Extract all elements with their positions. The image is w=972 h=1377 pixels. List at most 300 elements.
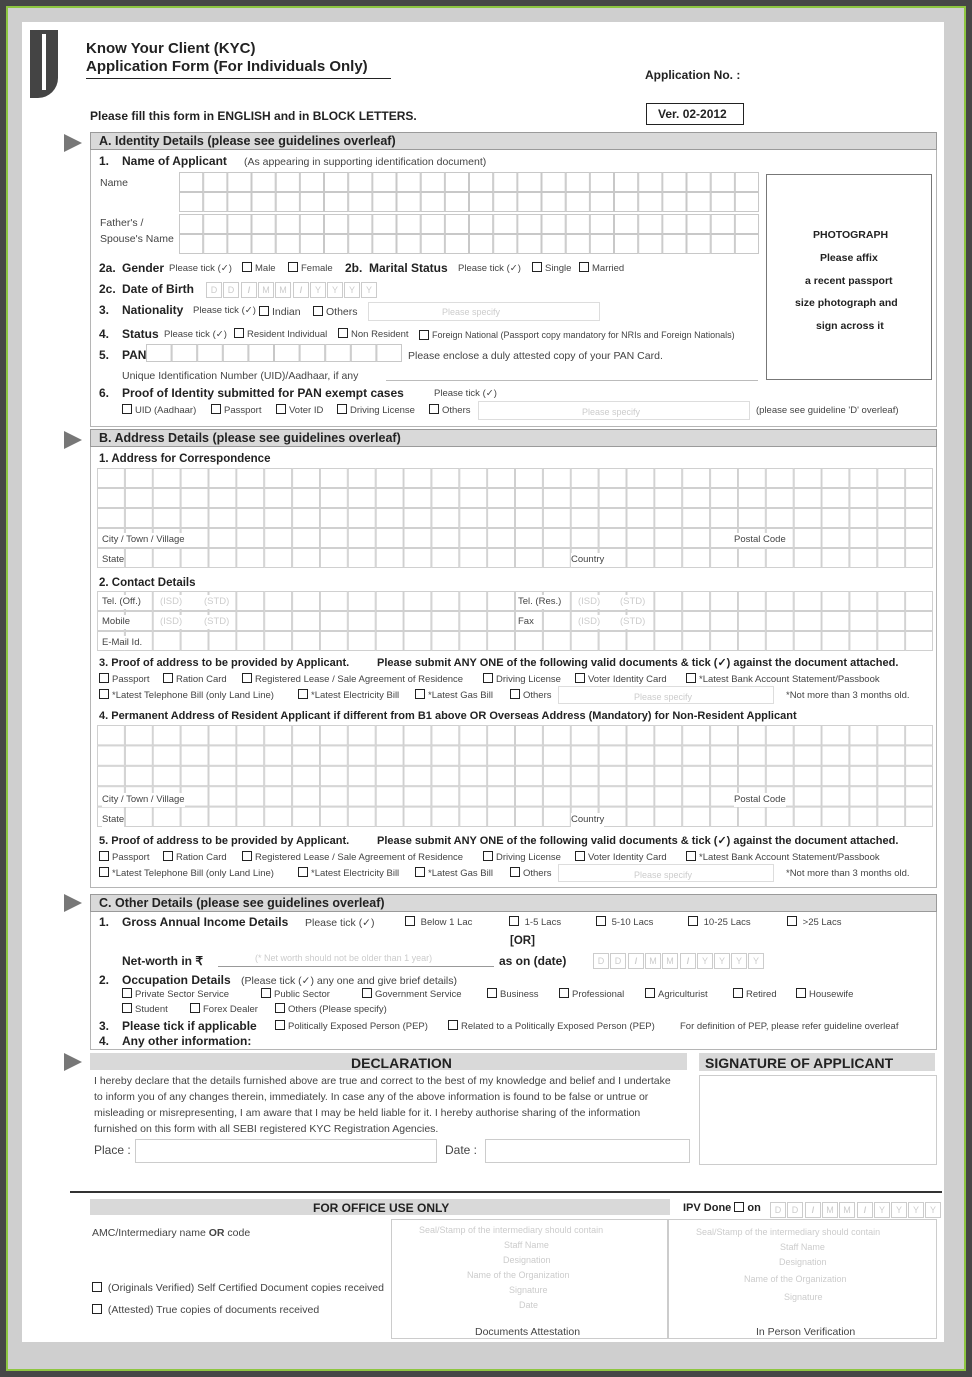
occ-public-checkbox[interactable] — [261, 988, 271, 998]
grid-cell — [571, 746, 598, 765]
grid-cell — [293, 746, 320, 765]
declaration-date-field[interactable] — [485, 1139, 690, 1163]
proof5-ration-label: Ration Card — [176, 852, 227, 863]
proof3-ration[interactable] — [163, 673, 227, 687]
nationality-label: Nationality — [122, 303, 184, 317]
grid-cell — [738, 746, 765, 765]
place-field[interactable] — [135, 1139, 437, 1163]
occ-business-checkbox[interactable] — [487, 988, 497, 998]
pep-option-1[interactable] — [275, 1020, 428, 1034]
grid-cell — [237, 632, 264, 651]
photo-line1: PHOTOGRAPH — [813, 229, 889, 241]
grid-cell — [348, 612, 375, 631]
foreign-checkbox[interactable] — [419, 330, 429, 340]
proof-voterid[interactable] — [276, 404, 323, 418]
ipv-label[interactable] — [683, 1201, 761, 1215]
originals-label: (Originals Verified) Self Certified Document copies received — [107, 1282, 384, 1294]
grid-cell — [878, 807, 905, 826]
grid-cell — [181, 807, 208, 826]
proof3-driving[interactable] — [483, 673, 561, 687]
income-number: 1. — [99, 915, 110, 929]
grid-cell — [293, 612, 320, 631]
grid-cell — [445, 215, 468, 234]
proof5-lease[interactable] — [242, 851, 463, 865]
grid-cell — [432, 807, 459, 826]
grid-cell — [738, 766, 765, 785]
section-b-header — [90, 429, 937, 447]
occ-govt[interactable] — [362, 988, 462, 1002]
grid-cell — [460, 529, 487, 548]
occ-agri-checkbox[interactable] — [645, 988, 655, 998]
income-1-5-checkbox[interactable] — [509, 916, 519, 926]
driving-id-checkbox[interactable] — [337, 404, 347, 414]
proof5-electricity-label: *Latest Electricity Bill — [311, 868, 400, 879]
proof3-lease[interactable] — [242, 673, 463, 687]
grid-cell — [488, 807, 515, 826]
marital-hint: Please tick (✓) — [458, 263, 521, 274]
grid-cell — [571, 632, 598, 651]
proof5-bank-checkbox[interactable] — [686, 851, 696, 861]
grid-cell — [325, 193, 348, 212]
proof3-electricity[interactable] — [298, 689, 399, 703]
grid-cell — [376, 726, 403, 745]
grid-cell — [822, 632, 849, 651]
occ-private-checkbox[interactable] — [122, 988, 132, 998]
address-grid-lines — [97, 468, 933, 568]
grid-cell — [850, 592, 877, 611]
proof5-voter-checkbox[interactable] — [575, 851, 585, 861]
occ-private[interactable] — [122, 988, 229, 1002]
income-5-10-checkbox[interactable] — [596, 916, 606, 926]
married-checkbox[interactable] — [579, 262, 589, 272]
occ-forex[interactable] — [190, 1003, 258, 1017]
grid-cell — [404, 529, 431, 548]
proof5-electricity[interactable] — [298, 867, 399, 881]
occ-student-label: Student — [135, 1004, 168, 1015]
occ-others[interactable] — [275, 1003, 387, 1017]
proof3-ration-checkbox[interactable] — [163, 673, 173, 683]
grid-cell — [494, 215, 517, 234]
grid-cell — [276, 235, 299, 254]
occ-student-checkbox[interactable] — [122, 1003, 132, 1013]
income-1-5[interactable] — [509, 916, 561, 930]
income-below1[interactable] — [405, 916, 472, 930]
grid-cell — [655, 469, 682, 488]
dob-slash-1: / — [241, 282, 257, 298]
grid-cell — [252, 235, 275, 254]
grid-cell — [655, 549, 682, 568]
occ-professional-label: Professional — [572, 989, 625, 1000]
income-10-25[interactable] — [688, 916, 751, 930]
marital-single[interactable] — [532, 262, 571, 276]
grid-cell — [204, 173, 227, 192]
dob-y4: Y — [361, 282, 377, 298]
male-checkbox[interactable] — [242, 262, 252, 272]
originals-verified[interactable] — [92, 1281, 384, 1295]
grid-cell — [683, 509, 710, 528]
grid-cell — [590, 173, 613, 192]
grid-cell — [348, 509, 375, 528]
attested-copies[interactable] — [92, 1303, 319, 1317]
grid-cell — [445, 173, 468, 192]
networth-date-field[interactable] — [593, 951, 765, 967]
proof3-electricity-checkbox[interactable] — [298, 689, 308, 699]
grid-cell — [711, 235, 734, 254]
grid-cell — [460, 766, 487, 785]
section-b-arrow-icon — [64, 431, 82, 449]
grid-cell — [683, 726, 710, 745]
proof5-driving[interactable] — [483, 851, 561, 865]
grid-cell — [878, 612, 905, 631]
grid-cell — [906, 529, 933, 548]
proof5-bank[interactable] — [686, 851, 880, 865]
grid-cell — [470, 173, 493, 192]
grid-cell — [325, 215, 348, 234]
occ-public[interactable] — [261, 988, 330, 1002]
grid-cell — [822, 549, 849, 568]
grid-cell — [738, 549, 765, 568]
proof3-gas[interactable] — [415, 689, 493, 703]
grid-cell — [348, 807, 375, 826]
mobile-label: Mobile — [102, 616, 130, 627]
proof3-tel[interactable] — [99, 689, 274, 703]
grid-cell — [850, 509, 877, 528]
occ-housewife-checkbox[interactable] — [796, 988, 806, 998]
proof3-voter-checkbox[interactable] — [575, 673, 585, 683]
grid-cell — [516, 632, 543, 651]
single-checkbox[interactable] — [532, 262, 542, 272]
occ-professional-checkbox[interactable] — [559, 988, 569, 998]
others-id-checkbox[interactable] — [429, 404, 439, 414]
voterid-label: Voter ID — [289, 405, 324, 416]
grid-cell — [766, 612, 793, 631]
pan-field[interactable] — [146, 344, 402, 362]
uid-checkbox[interactable] — [122, 404, 132, 414]
amc-or: OR — [208, 1227, 225, 1239]
grid-cell — [348, 632, 375, 651]
grid-cell — [850, 726, 877, 745]
proof3-gas-checkbox[interactable] — [415, 689, 425, 699]
proof5-passport-label: Passport — [112, 852, 150, 863]
occ-housewife[interactable] — [796, 988, 853, 1002]
address-title: 1. Address for Correspondence — [99, 453, 271, 465]
nonresident-checkbox[interactable] — [338, 328, 348, 338]
related-pep-checkbox[interactable] — [448, 1020, 458, 1030]
grid-cell — [237, 489, 264, 508]
amc-label — [92, 1226, 250, 1240]
pep-number: 3. — [99, 1019, 110, 1033]
income-5-10[interactable] — [596, 916, 653, 930]
proof-uid[interactable] — [122, 404, 196, 418]
proof-passport[interactable] — [211, 404, 262, 418]
grid-cell — [850, 469, 877, 488]
grid-cell — [822, 489, 849, 508]
income-25plus-checkbox[interactable] — [787, 916, 797, 926]
proof5-passport[interactable] — [99, 851, 150, 865]
proof3-voter[interactable] — [575, 673, 667, 687]
grid-cell — [432, 549, 459, 568]
grid-cell — [460, 746, 487, 765]
grid-cell — [543, 529, 570, 548]
grid-cell — [404, 807, 431, 826]
proof5-others-checkbox[interactable] — [510, 867, 520, 877]
grid-cell — [599, 726, 626, 745]
dob-y1: Y — [310, 282, 326, 298]
attested-checkbox[interactable] — [92, 1304, 102, 1314]
grid-cell — [325, 173, 348, 192]
proof5-others-label: Others — [523, 868, 552, 879]
proof3-others-checkbox[interactable] — [510, 689, 520, 699]
income-25plus[interactable] — [787, 916, 841, 930]
amc-code-text: code — [227, 1227, 251, 1239]
gender-female[interactable] — [288, 262, 333, 276]
grid-cell — [738, 509, 765, 528]
occ-govt-checkbox[interactable] — [362, 988, 372, 998]
grid-cell — [252, 193, 275, 212]
status-foreign[interactable] — [419, 328, 735, 342]
photo-line5: sign across it — [816, 320, 884, 332]
grid-cell — [735, 193, 758, 212]
proof5-lease-checkbox[interactable] — [242, 851, 252, 861]
grid-cell — [850, 787, 877, 806]
originals-checkbox[interactable] — [92, 1282, 102, 1292]
marital-married[interactable] — [579, 262, 624, 276]
grid-cell — [542, 215, 565, 234]
grid-cell — [822, 509, 849, 528]
grid-cell — [566, 235, 589, 254]
name-grid[interactable] — [179, 172, 759, 212]
grid-cell — [794, 509, 821, 528]
networth-line — [218, 966, 494, 967]
grid-cell — [906, 632, 933, 651]
correspondence-address-grid[interactable] — [97, 468, 933, 568]
seal-left-3: Designation — [503, 1255, 551, 1265]
grid-cell — [683, 612, 710, 631]
grid-cell — [180, 215, 203, 234]
occ-govt-label: Government Service — [375, 989, 462, 1000]
occ-forex-label: Forex Dealer — [203, 1004, 258, 1015]
fax-std: (STD) — [620, 616, 646, 627]
grid-cell — [738, 592, 765, 611]
grid-cell — [125, 807, 152, 826]
proof3-voter-label: Voter Identity Card — [588, 674, 667, 685]
proof3-driving-checkbox[interactable] — [483, 673, 493, 683]
pep-label: Please tick if applicable — [122, 1019, 257, 1033]
nationality-indian[interactable] — [259, 305, 301, 319]
networth-hint: (* Net worth should not be older than 1 year) — [255, 953, 433, 963]
proof5-desc: Please submit ANY ONE of the following valid documents & tick (✓) against the document attached. — [377, 835, 899, 847]
passport-id-checkbox[interactable] — [211, 404, 221, 414]
proof-others[interactable] — [429, 404, 471, 418]
income-25plus-label: >25 Lacs — [802, 917, 842, 928]
grid-cell — [543, 746, 570, 765]
dob-m2: M — [275, 282, 291, 298]
proof5-driving-checkbox[interactable] — [483, 851, 493, 861]
grid-cell — [543, 469, 570, 488]
proof3-not-more: *Not more than 3 months old. — [786, 690, 910, 701]
income-10-25-checkbox[interactable] — [688, 916, 698, 926]
grid-cell — [518, 173, 541, 192]
grid-cell — [542, 173, 565, 192]
grid-cell — [153, 807, 180, 826]
proof3-passport-checkbox[interactable] — [99, 673, 109, 683]
proof3-lease-checkbox[interactable] — [242, 673, 252, 683]
grid-cell — [488, 766, 515, 785]
grid-cell — [377, 345, 402, 362]
status-resident[interactable] — [234, 328, 327, 342]
grid-cell — [850, 612, 877, 631]
grid-cell — [683, 787, 710, 806]
grid-cell — [599, 489, 626, 508]
proof3-tel-checkbox[interactable] — [99, 689, 109, 699]
grid-cell — [125, 469, 152, 488]
grid-cell — [204, 215, 227, 234]
grid-cell — [683, 592, 710, 611]
proof5-ration-checkbox[interactable] — [163, 851, 173, 861]
permanent-address-grid[interactable] — [97, 725, 933, 827]
proof5-specify-hint: Please specify — [634, 870, 693, 880]
grid-cell — [460, 726, 487, 745]
section-a-header — [90, 132, 937, 150]
grid-cell — [711, 469, 738, 488]
occ-agri[interactable] — [645, 988, 708, 1002]
resident-checkbox[interactable] — [234, 328, 244, 338]
proof5-voter[interactable] — [575, 851, 667, 865]
signature-box[interactable] — [699, 1075, 937, 1165]
grid-cell — [566, 215, 589, 234]
income-hint: Please tick (✓) — [305, 917, 375, 929]
grid-cell — [349, 193, 372, 212]
grid-cell — [326, 345, 351, 362]
proof3-bank-checkbox[interactable] — [686, 673, 696, 683]
grid-cell — [228, 193, 251, 212]
proof5-tel[interactable] — [99, 867, 274, 881]
grid-cell — [209, 509, 236, 528]
others-nationality-checkbox[interactable] — [313, 306, 323, 316]
grid-cell — [599, 509, 626, 528]
proof3-tel-label: *Latest Telephone Bill (only Land Line) — [112, 690, 274, 701]
proof5-others[interactable] — [510, 867, 552, 881]
grid-cell — [794, 612, 821, 631]
pep-option-2[interactable] — [448, 1020, 655, 1034]
grid-cell — [878, 509, 905, 528]
grid-cell — [794, 726, 821, 745]
grid-cell — [627, 746, 654, 765]
proof-driving[interactable] — [337, 404, 415, 418]
declaration-text-1: I hereby declare that the details furnished above are true and correct to the best of my knowledge and belief and I undertake — [94, 1075, 671, 1087]
proof5-ration[interactable] — [163, 851, 227, 865]
grid-cell — [348, 549, 375, 568]
occ-housewife-label: Housewife — [809, 989, 854, 1000]
voterid-checkbox[interactable] — [276, 404, 286, 414]
dob-field[interactable] — [206, 280, 378, 296]
grid-cell — [470, 235, 493, 254]
nw-y1: Y — [697, 953, 713, 969]
status-nonresident[interactable] — [338, 328, 409, 342]
grid-cell — [320, 726, 347, 745]
occ-retired-checkbox[interactable] — [733, 988, 743, 998]
proof3-others[interactable] — [510, 689, 552, 703]
grid-cell — [655, 726, 682, 745]
grid-cell — [432, 746, 459, 765]
occ-forex-checkbox[interactable] — [190, 1003, 200, 1013]
proof3-bank[interactable] — [686, 673, 880, 687]
grid-cell — [906, 807, 933, 826]
grid-cell — [404, 632, 431, 651]
occ-professional[interactable] — [559, 988, 624, 1002]
income-below1-checkbox[interactable] — [405, 916, 415, 926]
office-divider — [70, 1191, 942, 1193]
grid-cell — [906, 469, 933, 488]
pep-checkbox[interactable] — [275, 1020, 285, 1030]
grid-cell — [275, 345, 300, 362]
grid-cell — [766, 632, 793, 651]
proof5-gas-checkbox[interactable] — [415, 867, 425, 877]
grid-cell — [181, 489, 208, 508]
section-c-arrow-icon — [64, 894, 82, 912]
grid-cell — [516, 766, 543, 785]
grid-cell — [320, 529, 347, 548]
occ-retired[interactable] — [733, 988, 777, 1002]
grid-cell — [349, 235, 372, 254]
grid-cell — [906, 612, 933, 631]
female-checkbox[interactable] — [288, 262, 298, 272]
occ-student[interactable] — [122, 1003, 168, 1017]
postal-label: Postal Code — [734, 534, 786, 545]
proof5-tel-checkbox[interactable] — [99, 867, 109, 877]
ipv-y4: Y — [925, 1202, 941, 1218]
grid-cell — [181, 746, 208, 765]
ipv-date-field[interactable] — [770, 1200, 942, 1216]
indian-checkbox[interactable] — [259, 306, 269, 316]
proof5-passport-checkbox[interactable] — [99, 851, 109, 861]
grid-cell — [252, 173, 275, 192]
income-1-5-label: 1-5 Lacs — [524, 917, 562, 928]
grid-cell — [822, 807, 849, 826]
occ-others-label: Others (Please specify) — [288, 1004, 387, 1015]
proof-id-label: Proof of Identity submitted for PAN exempt cases — [122, 386, 404, 400]
grid-cell — [376, 632, 403, 651]
gender-male[interactable] — [242, 262, 276, 276]
nationality-others[interactable] — [313, 305, 358, 319]
grid-cell — [878, 632, 905, 651]
grid-cell — [794, 746, 821, 765]
grid-cell — [878, 746, 905, 765]
amc-text: AMC/Intermediary name — [92, 1227, 206, 1239]
grid-cell — [878, 549, 905, 568]
ipv-checkbox[interactable] — [734, 1202, 744, 1212]
grid-cell — [488, 726, 515, 745]
occ-others-checkbox[interactable] — [275, 1003, 285, 1013]
grid-cell — [320, 766, 347, 785]
grid-cell — [320, 489, 347, 508]
grid-cell — [98, 726, 125, 745]
grid-cell — [488, 469, 515, 488]
grid-cell — [265, 529, 292, 548]
proof5-gas[interactable] — [415, 867, 493, 881]
proof3-passport[interactable] — [99, 673, 150, 687]
occ-business[interactable] — [487, 988, 539, 1002]
grid-cell — [794, 469, 821, 488]
fax-label: Fax — [518, 616, 534, 627]
pan-note: Please enclose a duly attested copy of your PAN Card. — [408, 350, 663, 362]
grid-cell — [397, 235, 420, 254]
father-name-grid[interactable] — [179, 214, 759, 254]
proof5-electricity-checkbox[interactable] — [298, 867, 308, 877]
grid-cell — [566, 173, 589, 192]
grid-cell — [906, 549, 933, 568]
grid-cell — [516, 469, 543, 488]
